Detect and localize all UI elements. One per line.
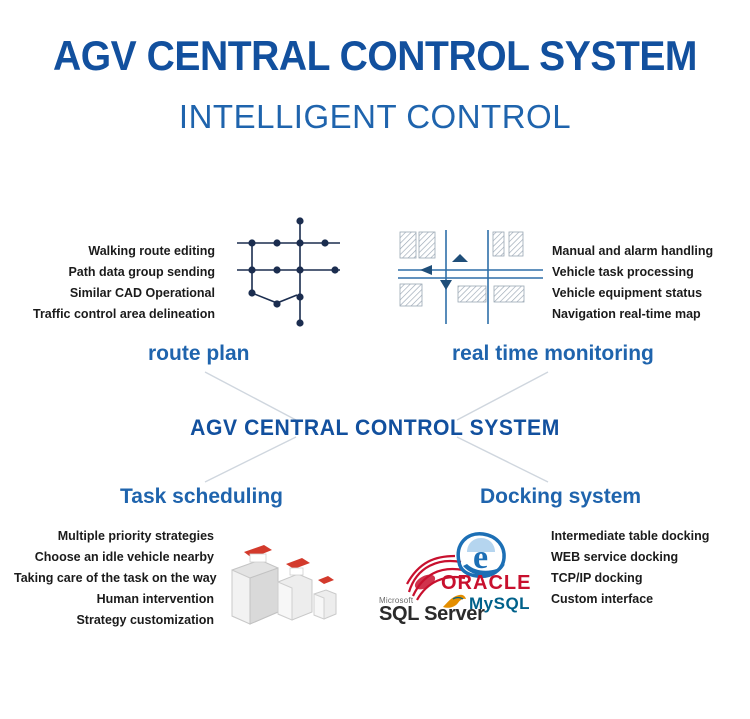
list-item: Taking care of the task on the way <box>14 571 217 585</box>
page-title: AGV CENTRAL CONTROL SYSTEM <box>52 32 698 79</box>
list-item: Vehicle task processing <box>552 265 694 279</box>
real-time-monitoring-feature-list <box>552 241 732 325</box>
docking-logos <box>375 520 545 640</box>
list-item: Path data group sending <box>68 265 215 279</box>
route-plan-feature-list <box>30 241 215 325</box>
list-item: Custom interface <box>551 592 654 606</box>
sql-server-label: SQL Server <box>379 603 485 625</box>
section-heading-route-plan: route plan <box>148 342 250 365</box>
task-scheduling-feature-list <box>14 526 217 631</box>
list-item: Vehicle equipment status <box>552 286 703 300</box>
list-item: Multiple priority strategies <box>57 529 214 543</box>
real-time-map-graphic <box>398 228 543 328</box>
docking-system-feature-list <box>551 526 731 610</box>
route-plan-graphic <box>222 215 352 330</box>
oracle-wordmark: ORACLE <box>441 572 532 594</box>
list-item: Navigation real-time map <box>552 307 701 321</box>
svg-text:e: e <box>473 539 489 576</box>
section-heading-real-time-monitoring: real time monitoring <box>452 342 654 365</box>
microsoft-label: Microsoft <box>379 596 414 605</box>
list-item: Similar CAD Operational <box>69 286 215 300</box>
list-item: WEB service docking <box>551 550 679 564</box>
page-subtitle: INTELLIGENT CONTROL <box>178 98 572 135</box>
center-label: AGV CENTRAL CONTROL SYSTEM <box>190 415 560 440</box>
section-heading-task-scheduling: Task scheduling <box>120 485 283 508</box>
list-item: Intermediate table docking <box>551 529 710 543</box>
list-item: Human intervention <box>96 592 214 606</box>
list-item: Choose an idle vehicle nearby <box>34 550 214 564</box>
mysql-label: MySQL <box>469 594 531 613</box>
list-item: Strategy customization <box>76 613 214 627</box>
list-item: Traffic control area delineation <box>33 307 215 321</box>
list-item: Manual and alarm handling <box>552 244 714 258</box>
task-scheduling-graphic <box>222 520 342 635</box>
section-heading-docking-system: Docking system <box>480 485 642 508</box>
list-item: TCP/IP docking <box>551 571 643 585</box>
sql-server-wordmark <box>379 596 485 626</box>
list-item: Walking route editing <box>88 244 215 258</box>
